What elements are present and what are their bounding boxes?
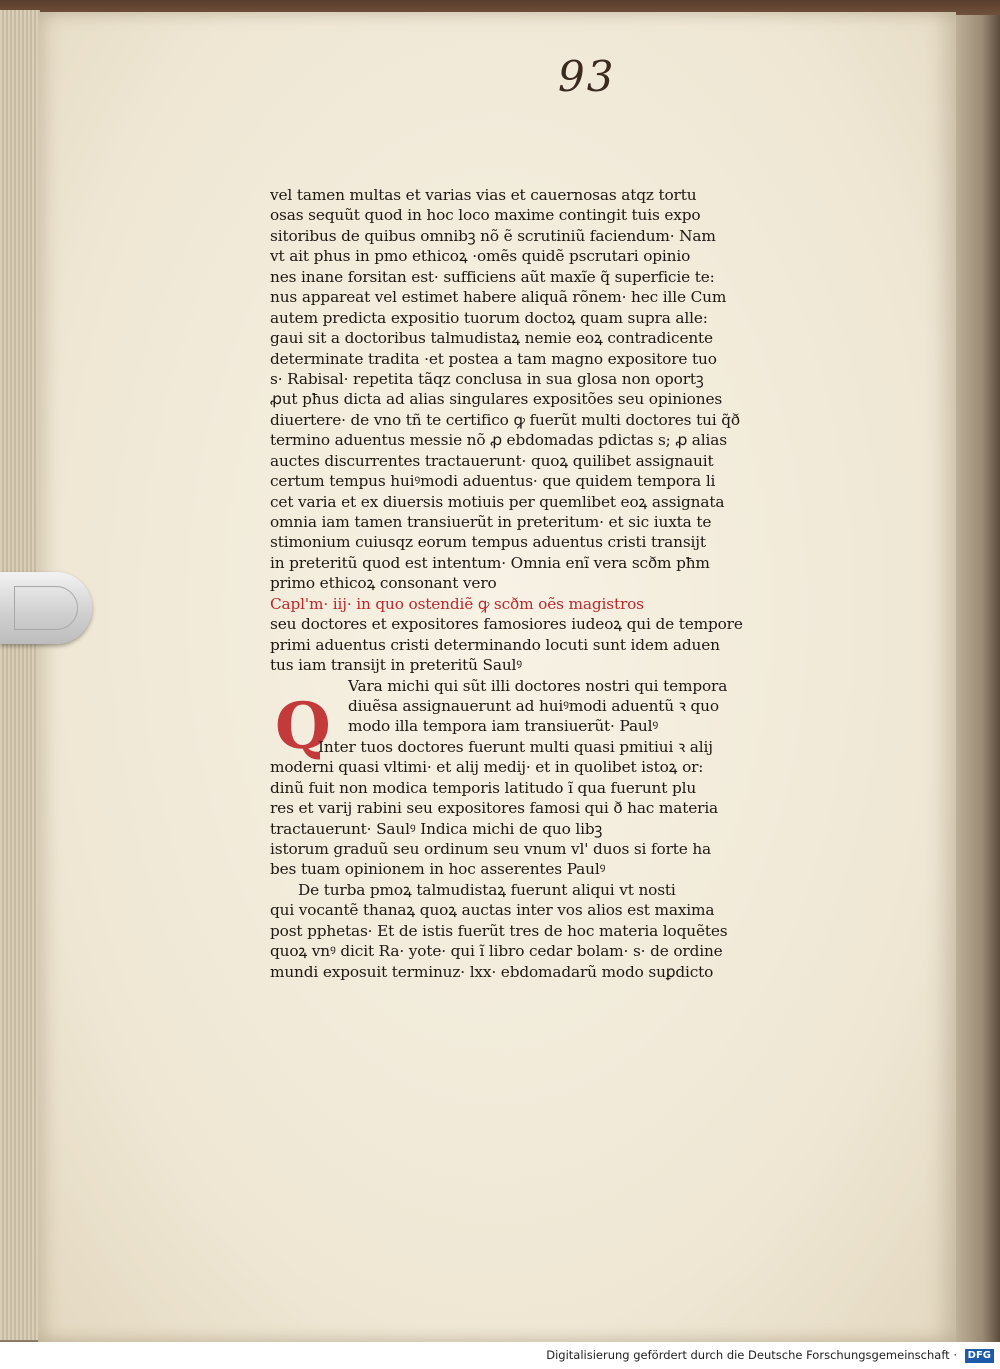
text-line: modo illa tempora iam transiuerũt· Paulꝰ [348, 717, 659, 736]
text-block [270, 185, 798, 982]
text-line: osas sequũt quod in hoc loco maxime contingit tuis expo [270, 206, 701, 225]
text-line: termino aduentus messie nõ ꝓ ebdomadas pdictas s; ꝓ alias [270, 431, 727, 450]
text-line: auctes discurrentes tractauerunt· quoꝝ quilibet assignauit [270, 451, 714, 470]
text-line: diuertere· de vno tñ te certifico ꝙ fuerũt multi doctores tui q̃ð [270, 410, 740, 429]
text-line: tractauerunt· Saulꝰ Indica michi de quo libꝫ [270, 819, 603, 838]
initial-letter: Q [275, 689, 331, 764]
text-line: moderni quasi vltimi· et alij medij· et in quolibet istoꝝ or: [270, 758, 704, 777]
page-stack-left [0, 10, 40, 1340]
footer-credit [0, 1342, 1000, 1369]
text-line: cet varia et ex diuersis motiuis per quemlibet eoꝝ assignata [270, 492, 725, 511]
text-line: in preteritũ quod est intentum· Omnia enĩ vera scðm pħm [270, 553, 710, 572]
text-line: nes inane forsitan est· sufficiens aũt maxĩe q̃ superficie te: [270, 267, 715, 286]
text-line: s· Rabisal· repetita tãqz conclusa in sua glosa non oportꝫ [270, 369, 704, 388]
text-line: istorum graduũ seu ordinum seu vnum vl' duos si forte ha [270, 840, 712, 858]
text-line: dinũ fuit non modica temporis latitudo ĩ qua fuerunt plu [270, 778, 697, 797]
text-line: vt ait phus in pmo ethicoꝝ ·omẽs quidẽ pscrutari opinio [270, 247, 691, 266]
page-clip [0, 572, 92, 644]
chapter-heading-line: Capl'm· iij· in quo ostendiẽ ꝙ scðm oẽs magistros [270, 594, 644, 613]
text-line: tus iam transijt in preteritũ Saulꝰ [270, 656, 522, 675]
page-clip-inner [14, 586, 78, 630]
text-line: qui vocantẽ thanaꝝ quoꝝ auctas inter vos alios est maxima [270, 901, 715, 920]
text-line: quoꝝ vnꝰ dicit Ra· yote· qui ĩ libro cedar bolam· s· de ordine [270, 942, 723, 961]
text-line: vel tamen multas et varias vias et cauernosas atqz tortu [270, 186, 697, 204]
text-line: post pphetas· Et de istis fuerũt tres de hoc materia loquẽtes [270, 921, 728, 940]
folio-number: 93 [558, 52, 616, 101]
text-line: determinate tradita ·et postea a tam magno expositore tuo [270, 349, 717, 368]
text-line: Vara michi qui sũt illi doctores nostri qui tempora [348, 676, 728, 695]
text-line: primi aduentus cristi determinando locuti sunt idem aduen [270, 635, 720, 654]
text-line: diuẽsa assignauerunt ad huiꝰmodi aduentũ ꝛ quo [348, 696, 719, 715]
text-line: stimonium cuiusqz eorum tempus aduentus cristi transijt [270, 533, 706, 552]
text-line: Inter tuos doctores fuerunt multi quasi pmitiui ꝛ alij [318, 737, 713, 756]
text-line: certum tempus huiꝰmodi aduentus· que quidem tempora li [270, 472, 716, 491]
text-line: gaui sit a doctoribus talmudistaꝝ nemie eoꝝ contradicente [270, 329, 713, 348]
text-line: sitoribus de quibus omnibꝫ nõ ẽ scrutiniũ faciendum· Nam [270, 226, 716, 245]
text-line: mundi exposuit terminuz· lxx· ebdomadarũ modo suꝑdicto [270, 962, 714, 981]
text-line: omnia iam tamen transiuerũt in preteritum· et sic iuxta te [270, 513, 712, 531]
text-line: De turba pmoꝝ talmudistaꝝ fuerunt aliqui vt nosti [298, 880, 676, 899]
dfg-logo: DFG [965, 1349, 994, 1363]
text-line: nus appareat vel estimet habere aliquã rõnem· hec ille Cum [270, 288, 727, 307]
text-line: ꝓut pħus dicta ad alias singulares expositões seu opiniones [270, 390, 723, 409]
text-line: seu doctores et expositores famosiores iudeoꝝ qui de tempore [270, 615, 743, 634]
text-line: primo ethicoꝝ consonant vero [270, 574, 497, 593]
footer-text: Digitalisierung gefördert durch die Deutsche Forschungsgemeinschaft · [546, 1348, 957, 1362]
text-line: res et varij rabini seu expositores famosi qui ð hac materia [270, 799, 719, 818]
text-line: bes tuam opinionem in hoc asserentes Paulꝰ [270, 860, 606, 879]
text-line: autem predicta expositio tuorum doctoꝝ quam supra alle: [270, 308, 708, 327]
